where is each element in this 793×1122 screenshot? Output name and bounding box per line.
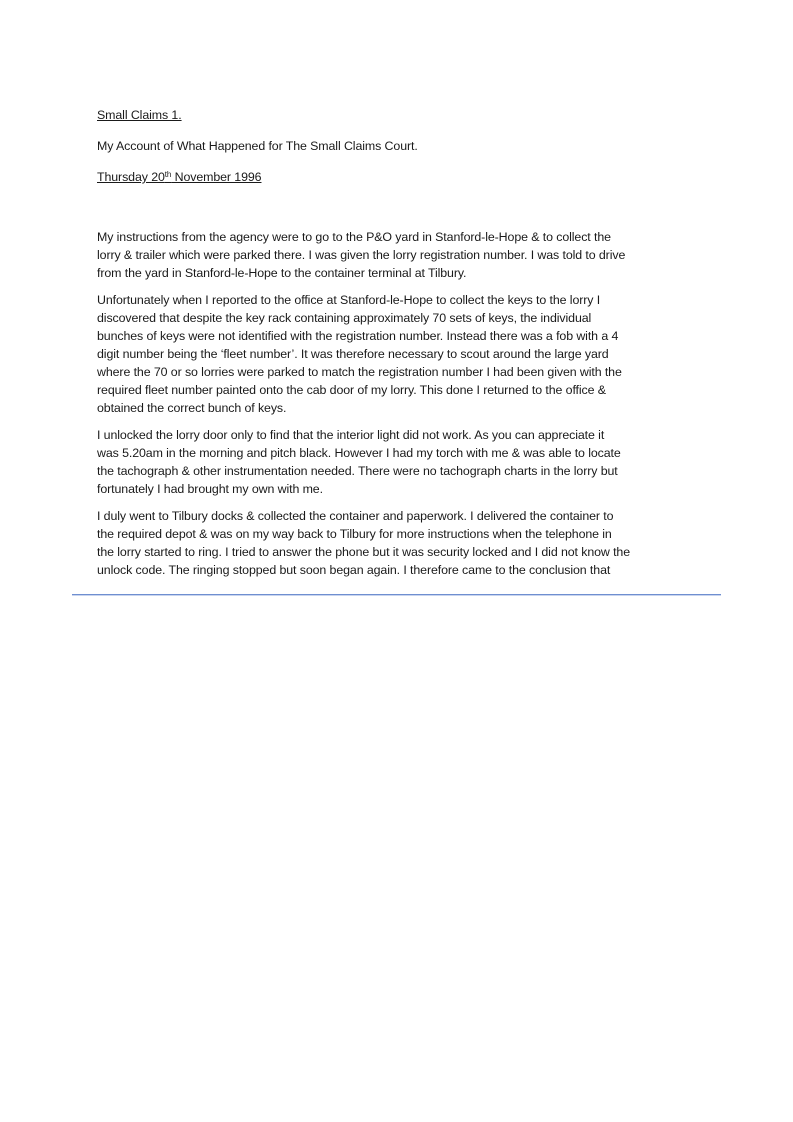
date-weekday: Thursday 20 [97,170,165,184]
paragraph-line: My instructions from the agency were to go to the P&O yard in Stanford-le-Hope & to collect the [97,230,611,244]
paragraph-line: the required depot & was on my way back to Tilbury for more instructions when the telephone in [97,527,612,541]
paragraph-line: Unfortunately when I reported to the office at Stanford-le-Hope to collect the keys to the lorry I [97,293,601,307]
paragraph-4 [97,507,705,579]
date-rest: November 1996 [171,170,262,184]
header-label [97,106,705,124]
date-line [97,168,705,186]
paragraph-line: I unlocked the lorry door only to find that the interior light did not work. As you can appreciate it [97,428,605,442]
paragraph-line: lorry & trailer which were parked there. I was given the lorry registration number. I was told to drive [97,248,626,262]
paragraph-1 [97,228,705,282]
paragraph-line: from the yard in Stanford-le-Hope to the container terminal at Tilbury. [97,266,467,280]
paragraph-line: fortunately I had brought my own with me. [97,482,323,496]
paragraph-line: required fleet number painted onto the cab door of my lorry. This done I returned to the office & [97,383,606,397]
paragraph-line: was 5.20am in the morning and pitch black. However I had my torch with me & was able to locate [97,446,621,460]
header-label-text: Small Claims 1. [97,108,182,122]
paragraph-line: where the 70 or so lorries were parked to match the registration number I had been given with the [97,365,622,379]
paragraph-line: the tachograph & other instrumentation needed. There were no tachograph charts in the lorry but [97,464,618,478]
paragraph-line: obtained the correct bunch of keys. [97,401,287,415]
document-body [97,106,705,588]
paragraph-line: bunches of keys were not identified with the registration number. Instead there was a fob with a 4 [97,329,619,343]
paragraph-line: digit number being the ‘fleet number’. It was therefore necessary to scout around the large yard [97,347,609,361]
paragraph-line: the lorry started to ring. I tried to answer the phone but it was security locked and I did not know the [97,545,631,559]
page-break-divider [72,594,721,596]
paragraph-line: unlock code. The ringing stopped but soon began again. I therefore came to the conclusion that [97,563,611,577]
paragraph-line: I duly went to Tilbury docks & collected the container and paperwork. I delivered the container to [97,509,614,523]
paragraph-line: discovered that despite the key rack containing approximately 70 sets of keys, the individual [97,311,592,325]
paragraph-2 [97,291,705,417]
page-title: My Account of What Happened for The Small Claims Court. [97,139,418,153]
date-ordinal: th [164,170,172,179]
paragraph-3 [97,426,705,498]
